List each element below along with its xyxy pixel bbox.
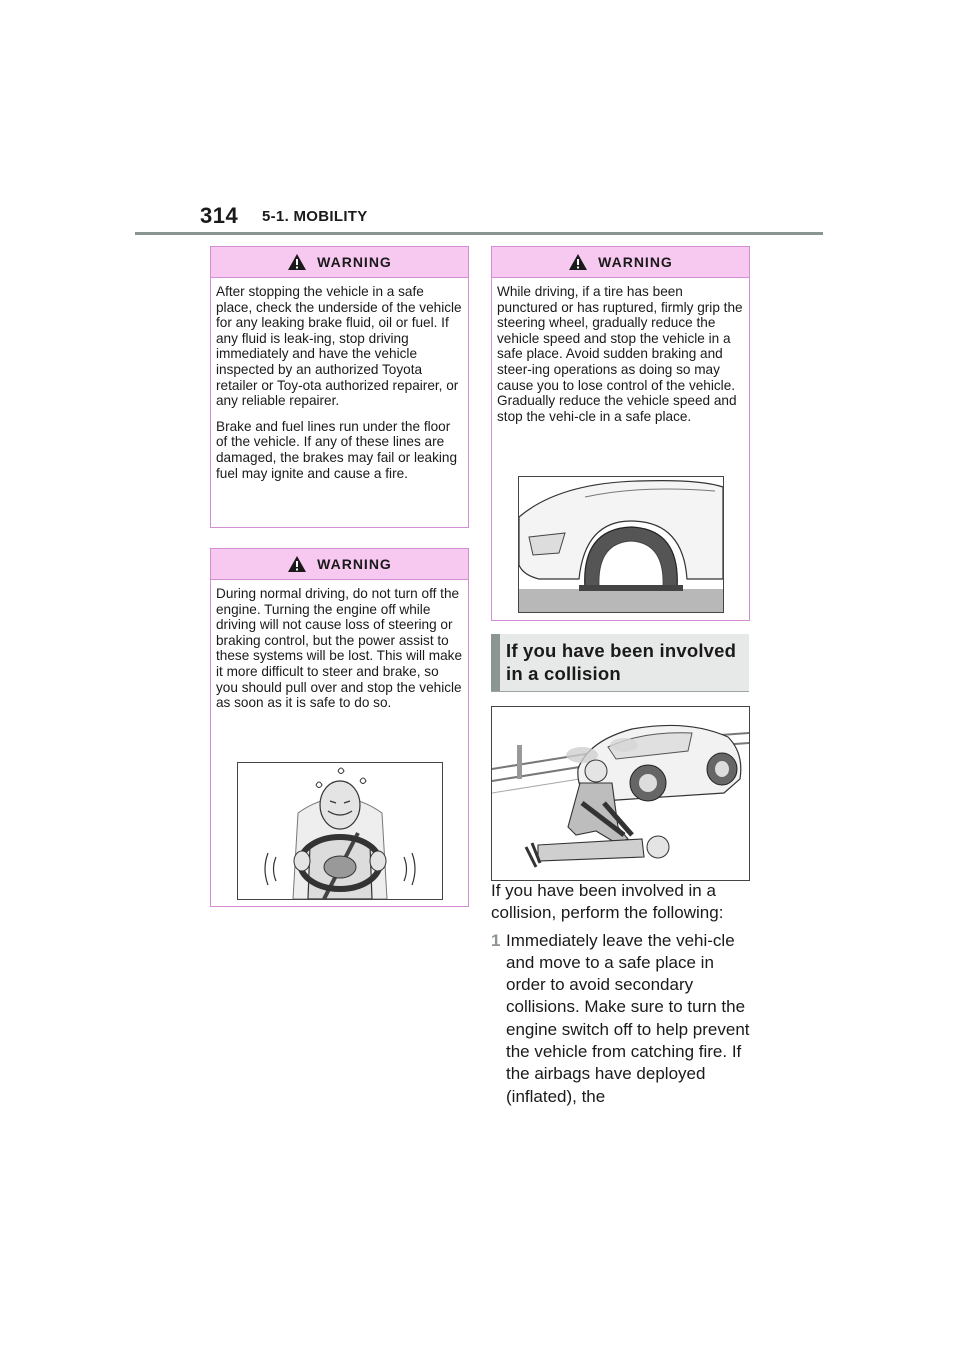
warning-text: During normal driving, do not turn off the engine. Turning the engine off while driving will not cause loss of steering or braking control, but the power assist to these systems will be lost. This will make it more difficult to steer and brake, so you should pull over and stop the vehicle as soon as it is safe to do so. <box>216 586 463 711</box>
warning-header <box>211 247 468 278</box>
collision-illustration-frame <box>491 706 750 881</box>
warning-triangle-icon <box>287 555 307 573</box>
warning-title: WARNING <box>598 254 673 270</box>
flat-tire-illustration <box>519 477 723 612</box>
collision-instructions <box>491 880 753 1108</box>
collision-heading <box>491 634 749 692</box>
warning-title: WARNING <box>317 556 392 572</box>
section-title: 5-1. MOBILITY <box>262 208 368 225</box>
step-text: Immediately leave the vehi-cle and move to a safe place in order to avoid secondary collisions. Make sure to turn the engine switch off to help prevent the vehicle from catching fire. If the airbags have deployed (inflated), the <box>506 930 750 1106</box>
warning-header <box>211 549 468 580</box>
warning-triangle-icon <box>568 253 588 271</box>
step-number: 1 <box>491 930 501 950</box>
driver-illustration-frame <box>237 762 443 900</box>
collision-rescue-illustration <box>492 707 749 880</box>
heading-accent-bar <box>491 634 500 691</box>
collision-intro: If you have been involved in a collision, perform the following: <box>491 881 724 923</box>
warning-text: Brake and fuel lines run under the floor of the vehicle. If any of these lines are damaged, the brakes may fail or leaking fuel may ignite and cause a fire. <box>216 418 458 481</box>
header-divider <box>135 232 823 235</box>
warning-header <box>492 247 749 278</box>
warning-text: After stopping the vehicle in a safe place, check the underside of the vehicle for any leaking brake fluid, oil or fuel. If any fluid is leak-ing, stop driving immediately and have the vehicle inspected by an authorized Toyota retailer or Toy-ota authorized repairer, or any reliable repairer. <box>216 284 462 409</box>
warning-text: While driving, if a tire has been punctured or has ruptured, firmly grip the steering wheel, gradually reduce the vehicle speed and stop the vehicle in a safe place. Avoid sudden braking and steer-ing operations as doing so may cause you to lose control of the vehicle. Gradually reduce the vehicle speed and stop the vehi-cle in a safe place. <box>497 284 743 424</box>
warning-box-leak <box>210 246 469 528</box>
driver-shaking-illustration <box>238 763 442 899</box>
tire-illustration-frame <box>518 476 724 613</box>
warning-triangle-icon <box>287 253 307 271</box>
page-number: 314 <box>200 203 239 228</box>
warning-box-engine-off <box>210 548 469 907</box>
collision-heading-text: If you have been involved in a collision <box>506 640 737 684</box>
step-item <box>491 930 753 1108</box>
warning-box-tire <box>491 246 750 621</box>
warning-title: WARNING <box>317 254 392 270</box>
